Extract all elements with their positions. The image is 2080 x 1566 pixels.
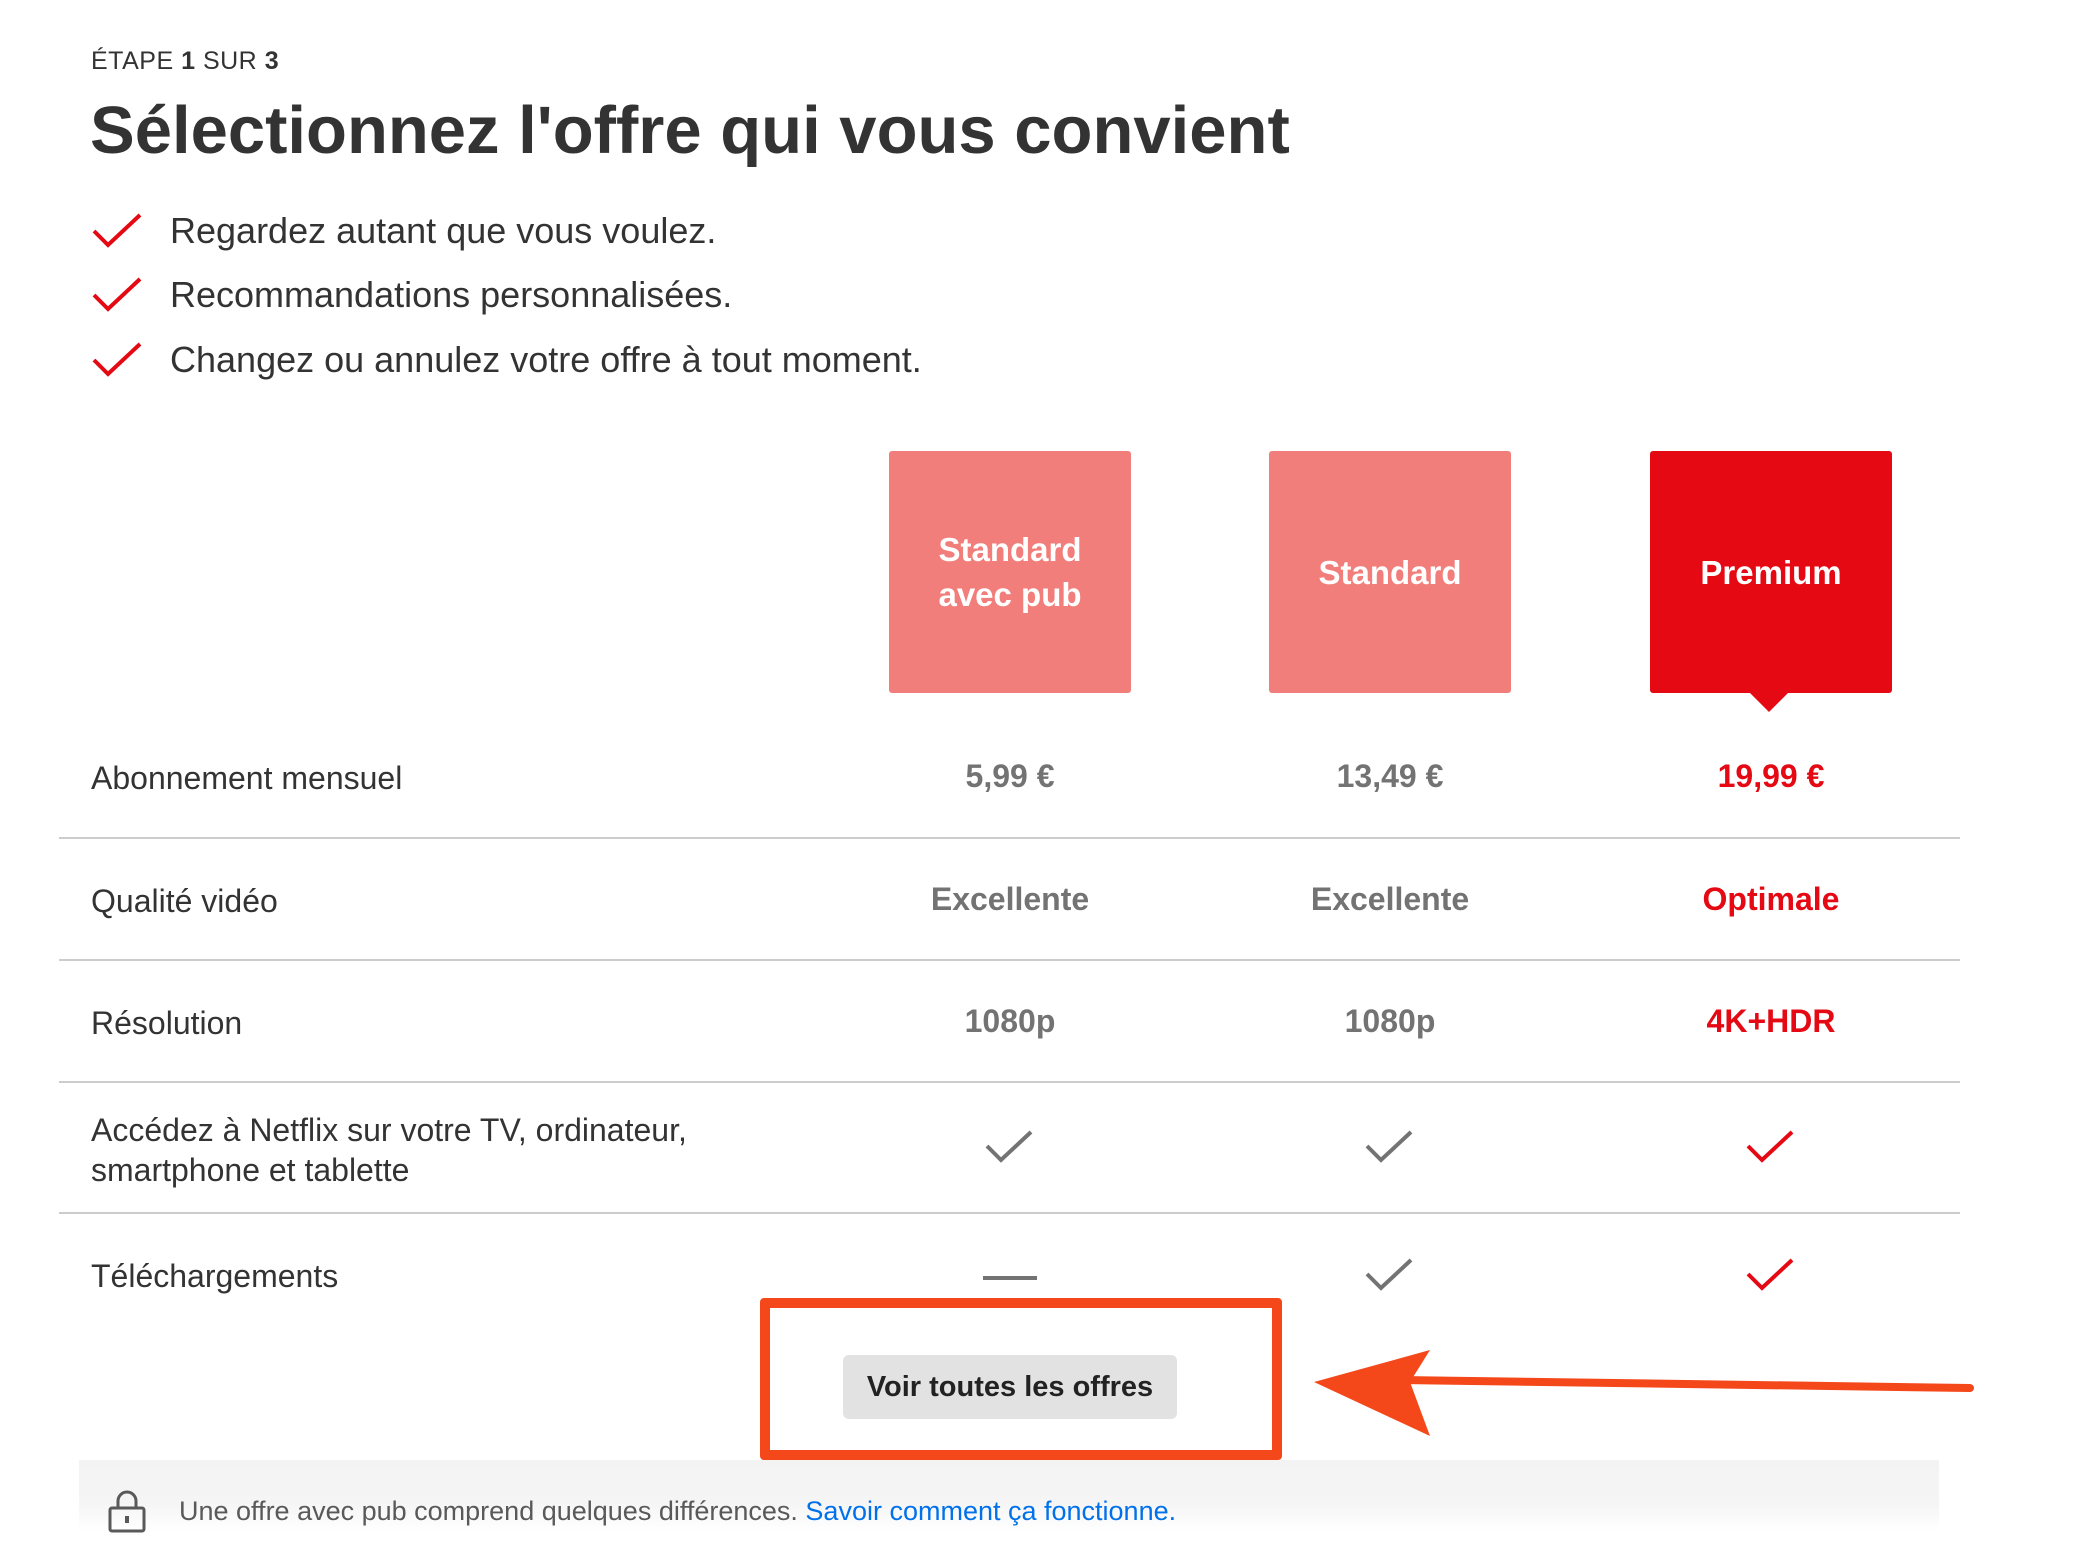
step-indicator: ÉTAPE 1 SUR 3: [91, 47, 280, 75]
row-label-video-quality: Qualité vidéo: [91, 883, 278, 919]
plan-card-standard[interactable]: [1269, 451, 1511, 693]
row-divider: [59, 959, 1960, 961]
check-icon: [1363, 1128, 1417, 1168]
dash-icon: [983, 1276, 1037, 1280]
resolution-standard: 1080p: [1344, 1003, 1436, 1039]
resolution-premium: 4K+HDR: [1706, 1003, 1836, 1039]
row-label-devices: Accédez à Netflix sur votre TV, ordinateur, smartphone et tablette: [91, 1112, 687, 1188]
quality-standard: Excellente: [1310, 881, 1470, 917]
plan-card-premium[interactable]: [1650, 451, 1892, 693]
selected-plan-pointer: [1749, 692, 1789, 712]
row-label-downloads: Téléchargements: [91, 1258, 339, 1294]
row-divider: [59, 1212, 1960, 1214]
plan-card-standard-with-ads[interactable]: [889, 451, 1131, 693]
annotation-arrow-icon: [1300, 1340, 1980, 1440]
check-icon: [983, 1128, 1037, 1168]
plan-name: Standard: [1318, 553, 1462, 591]
check-icon: [90, 211, 144, 251]
benefit-item: Recommandations personnalisées.: [90, 268, 732, 322]
check-icon: [1363, 1256, 1417, 1296]
price-premium: 19,99 €: [1717, 758, 1825, 794]
check-icon: [90, 340, 144, 380]
check-icon: [1744, 1256, 1798, 1296]
plan-name: Premium: [1700, 553, 1842, 591]
notice-text: Une offre avec pub comprend quelques différences. Savoir comment ça fonctionne.: [179, 1496, 1177, 1526]
check-icon: [1744, 1128, 1798, 1168]
row-divider: [59, 837, 1960, 839]
quality-standard-with-ads: Excellente: [930, 881, 1090, 917]
page-title: Sélectionnez l'offre qui vous convient: [90, 93, 1290, 168]
resolution-standard-with-ads: 1080p: [964, 1003, 1056, 1039]
quality-premium: Optimale: [1702, 881, 1840, 917]
row-divider: [59, 1081, 1960, 1083]
benefit-item: Regardez autant que vous voulez.: [90, 204, 716, 258]
benefit-item: Changez ou annulez votre offre à tout moment.: [90, 333, 922, 387]
plan-name: Standard avec pub: [938, 531, 1082, 613]
row-label-monthly-price: Abonnement mensuel: [91, 760, 403, 796]
row-label-resolution: Résolution: [91, 1005, 243, 1041]
lock-icon: [107, 1490, 147, 1534]
annotation-highlight-box: [760, 1298, 1282, 1460]
price-standard: 13,49 €: [1336, 758, 1444, 794]
price-standard-with-ads: 5,99 €: [965, 758, 1055, 794]
see-all-plans-button[interactable]: Voir toutes les offres: [843, 1355, 1177, 1419]
learn-more-link[interactable]: Savoir comment ça fonctionne.: [805, 1496, 1177, 1526]
check-icon: [90, 275, 144, 315]
